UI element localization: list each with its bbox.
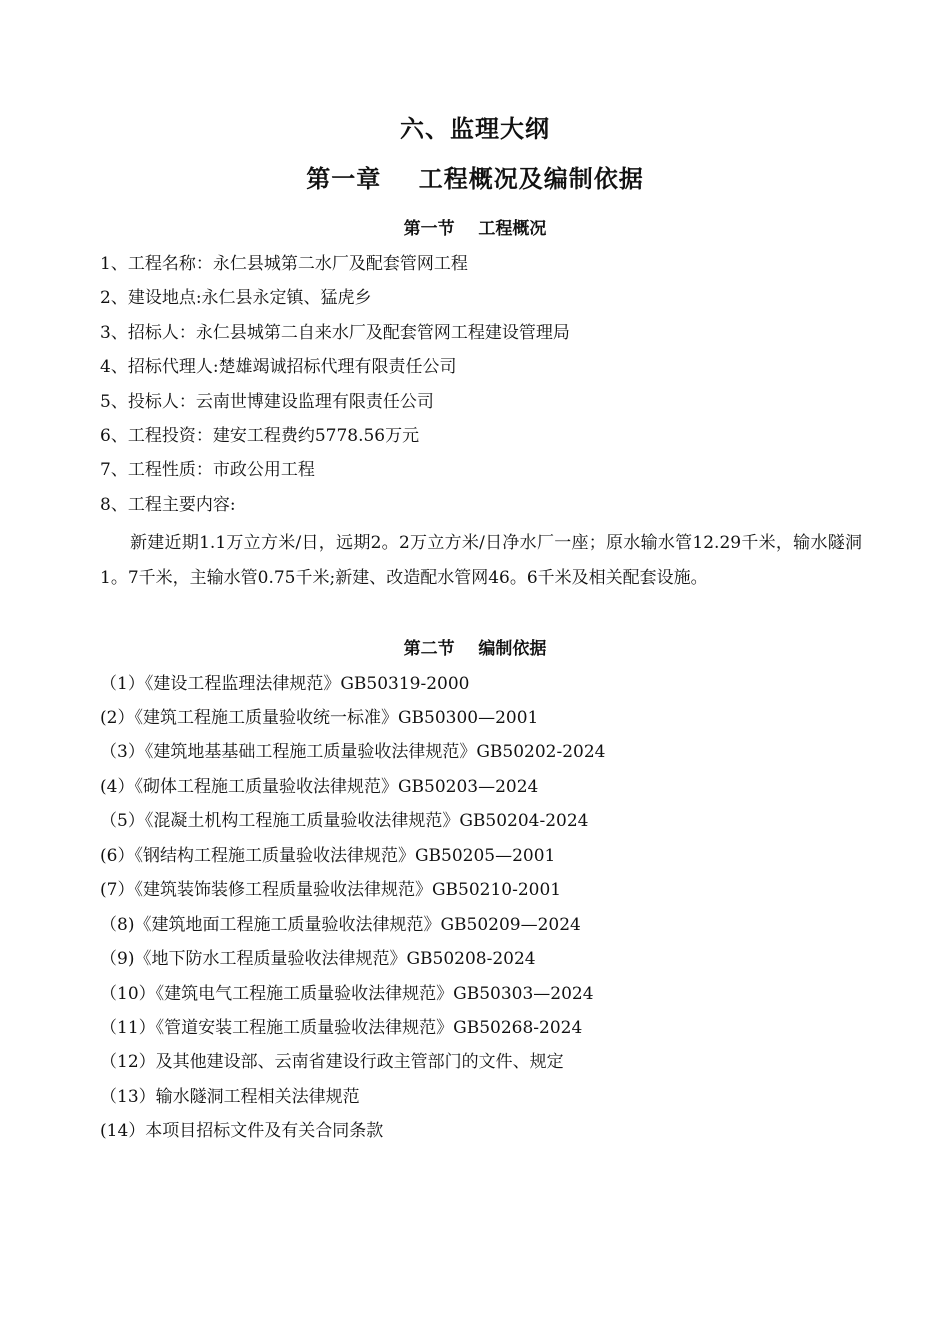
basis-item: (7）《建筑装饰装修工程质量验收法律规范》GB50210-2001	[100, 880, 562, 900]
project-info-item: 1、工程名称：永仁县城第二水厂及配套管网工程	[100, 254, 468, 274]
basis-item: (2）《建筑工程施工质量验收统一标准》GB50300—2001	[100, 708, 539, 728]
basis-item: （11）《管道安装工程施工质量验收法律规范》GB50268-2024	[100, 1018, 583, 1038]
basis-item: (6）《钢结构工程施工质量验收法律规范》GB50205—2001	[100, 846, 556, 866]
project-content-paragraph: 新建近期1.1万立方米/日，远期2。2万立方米/日净水厂一座；原水输水管12.29千米，输水隧洞1。7千米，主输水管0.75千米;新建、改造配水管网46。6千米及相关配套设施。	[100, 533, 862, 588]
project-info-item: 8、工程主要内容:	[100, 495, 236, 515]
basis-item: （10）《建筑电气工程施工质量验收法律规范》GB50303—2024	[100, 984, 594, 1004]
project-info-item: 6、工程投资：建安工程费约5778.56万元	[100, 426, 420, 446]
project-info-item: 3、招标人：永仁县城第二自来水厂及配套管网工程建设管理局	[100, 323, 570, 343]
document-title: 六、监理大纲	[400, 115, 550, 143]
basis-item: （1）《建设工程监理法律规范》GB50319-2000	[100, 674, 470, 694]
basis-item: （12）及其他建设部、云南省建设行政主管部门的文件、规定	[100, 1052, 564, 1072]
project-info-item: 5、投标人：云南世博建设监理有限责任公司	[100, 392, 434, 412]
project-info-item: 2、建设地点:永仁县永定镇、猛虎乡	[100, 288, 372, 308]
basis-item: (14）本项目招标文件及有关合同条款	[100, 1121, 384, 1141]
basis-item: （8)《建筑地面工程施工质量验收法律规范》GB50209—2024	[100, 915, 581, 935]
basis-item: （13）输水隧洞工程相关法律规范	[100, 1087, 360, 1107]
basis-item: (4）《砌体工程施工质量验收法律规范》GB50203—2024	[100, 777, 539, 797]
section-2-title: 第二节 编制依据	[403, 639, 547, 659]
basis-item: （3）《建筑地基基础工程施工质量验收法律规范》GB50202-2024	[100, 742, 606, 762]
section-1-title: 第一节 工程概况	[403, 219, 547, 239]
project-info-item: 7、工程性质：市政公用工程	[100, 460, 315, 480]
chapter-title: 第一章 工程概况及编制依据	[306, 165, 644, 193]
basis-item: （5）《混凝土机构工程施工质量验收法律规范》GB50204-2024	[100, 811, 589, 831]
basis-item: （9)《地下防水工程质量验收法律规范》GB50208-2024	[100, 949, 536, 969]
project-info-item: 4、招标代理人:楚雄竭诚招标代理有限责任公司	[100, 357, 457, 377]
